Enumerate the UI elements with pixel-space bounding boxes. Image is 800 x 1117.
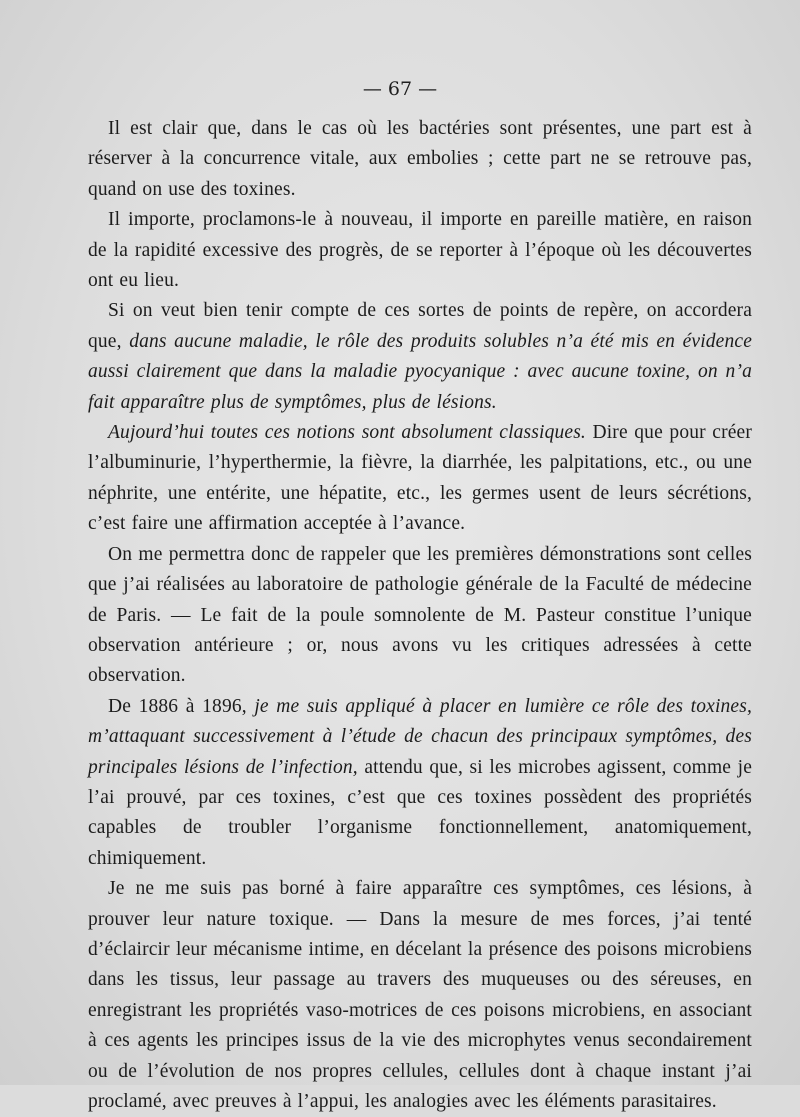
paragraph-5: On me permettra donc de rappeler que les premières démonstrations sont celles que j’ai réalisées au laboratoire de pathologie générale de la Faculté de médecine de Paris. — Le fait de la poule somnolente de M. Pasteur constitue l’unique observation antérieure ; or, nous avons vu les critiques adressées à cette observation. (88, 543, 752, 687)
paragraph-6: De 1886 à 1896, je me suis appliqué à placer en lumière ce rôle des toxines, m’attaquant successivement à l’étude de chacun des principaux symptômes, des principales lésions de l’infection, attendu que, si les microbes agissent, comme je l’ai prouvé, par ces toxines, c’est que ces toxines possèdent des propriétés capables de troubler l’organisme fonctionnellement, anatomiquement, chimiquement. (88, 695, 752, 869)
paragraph-1: Il est clair que, dans le cas où les bactéries sont présentes, une part est à réserver à la concurrence vitale, aux embolies ; cette part ne se retrouve pas, quand on use des toxines. (88, 118, 752, 200)
paragraph-2: Il importe, proclamons-le à nouveau, il importe en pareille matière, en raison de la rapidité excessive des progrès, de se reporter à l’époque où les découvertes ont eu lieu. (88, 209, 752, 292)
italic-passage: dans aucune maladie, le rôle des produits solubles n’a été mis en évidence aussi clairement que dans la maladie pyocyanique : avec aucune toxine, on n’a fait apparaître plus de symptômes, plus de lésions. (88, 330, 753, 413)
page-number: — 67 — (362, 78, 438, 100)
body-text (88, 114, 752, 1117)
paragraph-4: Aujourd’hui toutes ces notions sont absolument classiques. Dire que pour créer l’albuminurie, l’hyperthermie, la fièvre, la diarrhée, les palpitations, etc., ou une néphrite, une entérite, une hépatite, etc., les germes usent de leurs sécrétions, c’est faire une affirmation acceptée à l’avance. (88, 422, 752, 535)
italic-passage: je me suis appliqué à placer en lumière ce rôle des toxines, m’attaquant successivement à l’étude de chacun des principaux symptômes, des principales lésions de l’infection, (88, 695, 752, 778)
paragraph-3: Si on veut bien tenir compte de ces sortes de points de repère, on accordera que, dans aucune maladie, le rôle des produits solubles n’a été mis en évidence aussi clairement que dans la maladie pyocyanique : avec aucune toxine, on n’a fait apparaître plus de symptômes, plus de lésions. (88, 300, 753, 413)
italic-passage: Aujourd’hui toutes ces notions sont absolument classiques. (108, 422, 586, 444)
paragraph-7: Je ne me suis pas borné à faire apparaître ces symptômes, ces lésions, à prouver leur nature toxique. — Dans la mesure de mes forces, j’ai tenté d’éclaircir leur mécanisme intime, en décelant la présence des poisons microbiens dans les tissus, leur passage au travers des muqueuses ou des séreuses, en enregistrant les propriétés vaso-motrices de ces poisons microbiens, en associant à ces agents les principes issus de la vie des microphytes venus secondairement ou de l’évolution de nos propres cellules, cellules dont à chaque instant j’ai proclamé, avec preuves à l’appui, les analogies avec les éléments parasitaires. (88, 878, 752, 1112)
